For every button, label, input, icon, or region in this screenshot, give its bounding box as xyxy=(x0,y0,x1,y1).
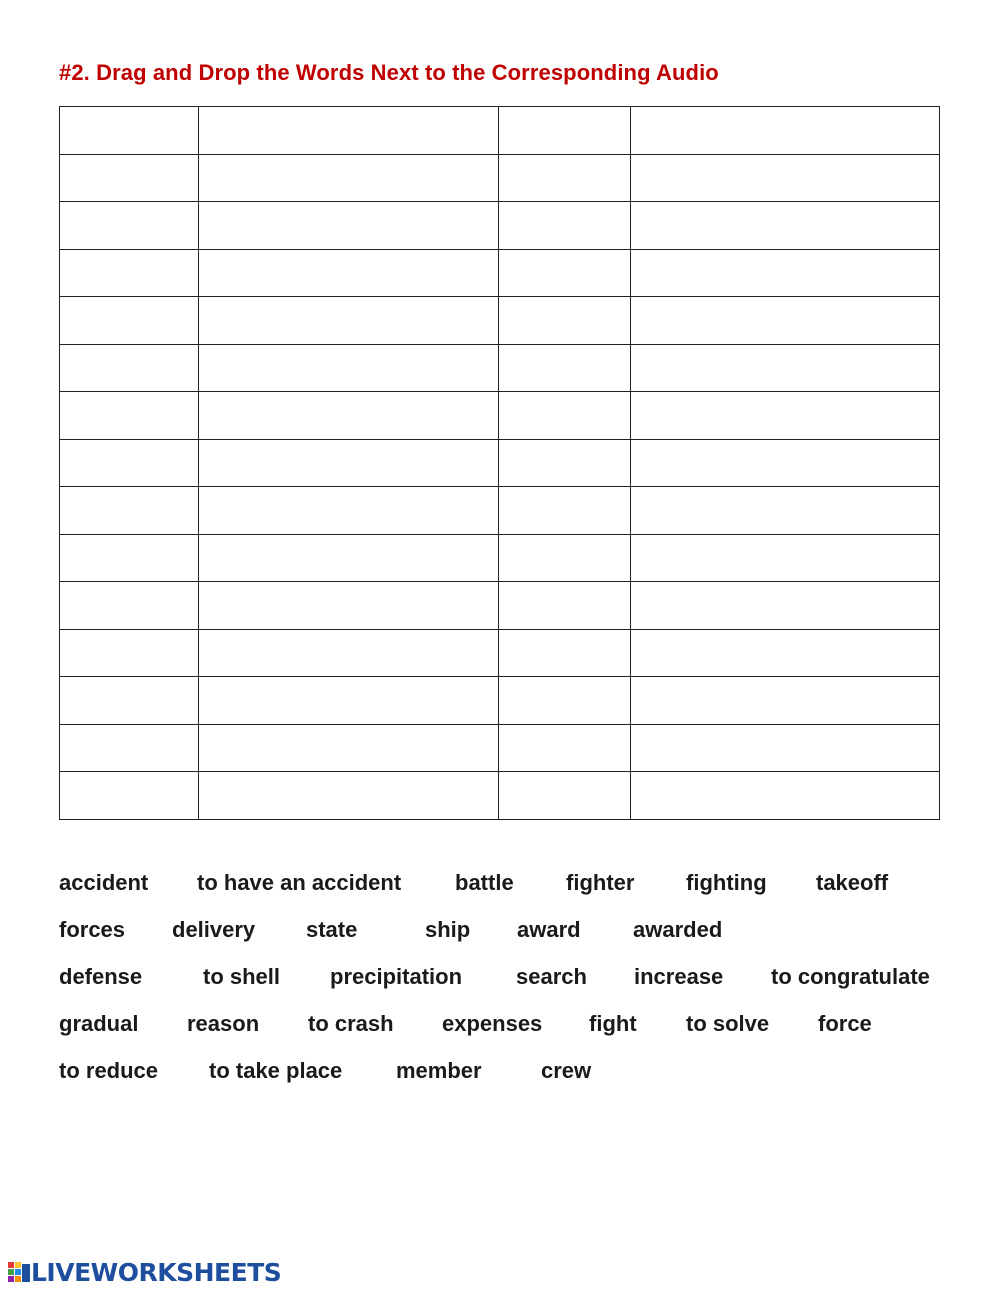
drop-target-cell[interactable] xyxy=(631,439,940,487)
audio-cell[interactable] xyxy=(60,392,199,440)
drop-target-cell[interactable] xyxy=(631,344,940,392)
audio-cell[interactable] xyxy=(60,487,199,535)
word-chip[interactable]: member xyxy=(396,1058,482,1083)
audio-cell[interactable] xyxy=(499,107,631,155)
audio-cell[interactable] xyxy=(60,629,199,677)
audio-cell[interactable] xyxy=(499,724,631,772)
drop-target-cell[interactable] xyxy=(631,582,940,630)
table-row xyxy=(60,534,940,582)
drop-target-cell[interactable] xyxy=(199,772,499,820)
word-chip[interactable]: battle xyxy=(455,870,514,895)
audio-cell[interactable] xyxy=(60,534,199,582)
audio-cell[interactable] xyxy=(60,724,199,772)
table-row xyxy=(60,629,940,677)
audio-cell[interactable] xyxy=(499,202,631,250)
audio-cell[interactable] xyxy=(60,107,199,155)
table-row xyxy=(60,582,940,630)
audio-cell[interactable] xyxy=(60,297,199,345)
word-chip[interactable]: awarded xyxy=(633,917,723,942)
drop-target-cell[interactable] xyxy=(199,582,499,630)
word-chip[interactable]: increase xyxy=(634,964,724,989)
word-chip[interactable]: fighter xyxy=(566,870,635,895)
drop-target-cell[interactable] xyxy=(631,202,940,250)
drop-target-cell[interactable] xyxy=(199,344,499,392)
drop-target-cell[interactable] xyxy=(631,487,940,535)
audio-cell[interactable] xyxy=(499,629,631,677)
word-chip[interactable]: delivery xyxy=(172,917,256,942)
drop-target-cell[interactable] xyxy=(199,392,499,440)
drop-target-cell[interactable] xyxy=(199,202,499,250)
audio-cell[interactable] xyxy=(60,772,199,820)
word-chip[interactable]: reason xyxy=(187,1011,260,1036)
drop-target-cell[interactable] xyxy=(199,677,499,725)
drop-target-cell[interactable] xyxy=(199,724,499,772)
word-chip[interactable]: accident xyxy=(59,870,149,895)
liveworksheets-logo xyxy=(8,1258,281,1287)
audio-cell[interactable] xyxy=(60,439,199,487)
drop-target-cell[interactable] xyxy=(631,107,940,155)
word-chip[interactable]: defense xyxy=(59,964,143,989)
drop-target-cell[interactable] xyxy=(631,677,940,725)
drop-target-cell[interactable] xyxy=(631,534,940,582)
audio-cell[interactable] xyxy=(499,582,631,630)
drop-target-cell[interactable] xyxy=(631,772,940,820)
word-chip[interactable]: forces xyxy=(59,917,126,942)
word-chip[interactable]: precipitation xyxy=(330,964,463,989)
word-chip[interactable]: fighting xyxy=(686,870,767,895)
drop-target-cell[interactable] xyxy=(631,297,940,345)
word-chip[interactable]: award xyxy=(517,917,581,942)
drop-target-cell[interactable] xyxy=(199,249,499,297)
audio-cell[interactable] xyxy=(499,392,631,440)
drop-target-cell[interactable] xyxy=(199,487,499,535)
audio-cell[interactable] xyxy=(499,534,631,582)
table-row xyxy=(60,154,940,202)
table-row xyxy=(60,724,940,772)
table-row xyxy=(60,249,940,297)
word-chip[interactable]: fight xyxy=(589,1011,637,1036)
table-row xyxy=(60,439,940,487)
drop-target-cell[interactable] xyxy=(199,297,499,345)
audio-cell[interactable] xyxy=(60,582,199,630)
word-chip[interactable]: to reduce xyxy=(59,1058,159,1083)
word-chip[interactable]: to take place xyxy=(209,1058,343,1083)
audio-cell[interactable] xyxy=(499,487,631,535)
drop-target-cell[interactable] xyxy=(199,154,499,202)
drop-target-cell[interactable] xyxy=(631,249,940,297)
worksheet-title: #2. Drag and Drop the Words Next to the Corresponding Audio xyxy=(59,60,719,85)
word-chip[interactable]: takeoff xyxy=(816,870,889,895)
table-row xyxy=(60,344,940,392)
logo-text: LIVEWORKSHEETS xyxy=(31,1258,282,1287)
word-chip[interactable]: to shell xyxy=(203,964,281,989)
audio-cell[interactable] xyxy=(499,677,631,725)
audio-cell[interactable] xyxy=(60,677,199,725)
audio-cell[interactable] xyxy=(60,344,199,392)
word-chip[interactable]: ship xyxy=(425,917,471,942)
word-chip[interactable]: crew xyxy=(541,1058,592,1083)
table-row xyxy=(60,392,940,440)
drop-target-cell[interactable] xyxy=(199,534,499,582)
audio-cell[interactable] xyxy=(60,202,199,250)
word-chip[interactable]: force xyxy=(818,1011,872,1036)
word-chip[interactable]: gradual xyxy=(59,1011,139,1036)
liveworksheets-logo-icon xyxy=(8,1260,30,1286)
word-chip[interactable]: expenses xyxy=(442,1011,543,1036)
word-chip[interactable]: to crash xyxy=(308,1011,394,1036)
drop-target-cell[interactable] xyxy=(631,392,940,440)
word-chip[interactable]: to solve xyxy=(686,1011,770,1036)
table-row xyxy=(60,677,940,725)
table-row xyxy=(60,107,940,155)
table-row xyxy=(60,487,940,535)
word-chip[interactable]: to congratulate xyxy=(771,964,930,989)
drop-target-cell[interactable] xyxy=(631,154,940,202)
word-chip[interactable]: to have an accident xyxy=(197,870,402,895)
drop-target-cell[interactable] xyxy=(631,724,940,772)
word-chip[interactable]: state xyxy=(306,917,358,942)
table-row xyxy=(60,772,940,820)
word-chip[interactable]: search xyxy=(516,964,587,989)
audio-cell[interactable] xyxy=(499,344,631,392)
drop-target-cell[interactable] xyxy=(199,629,499,677)
table-row xyxy=(60,202,940,250)
answer-table xyxy=(59,106,940,820)
drop-target-cell[interactable] xyxy=(199,439,499,487)
audio-cell[interactable] xyxy=(60,249,199,297)
audio-cell[interactable] xyxy=(499,297,631,345)
audio-cell[interactable] xyxy=(499,439,631,487)
table-row xyxy=(60,297,940,345)
audio-cell[interactable] xyxy=(60,154,199,202)
drop-target-cell[interactable] xyxy=(631,629,940,677)
audio-cell[interactable] xyxy=(499,249,631,297)
audio-cell[interactable] xyxy=(499,154,631,202)
drop-target-cell[interactable] xyxy=(199,107,499,155)
audio-cell[interactable] xyxy=(499,772,631,820)
